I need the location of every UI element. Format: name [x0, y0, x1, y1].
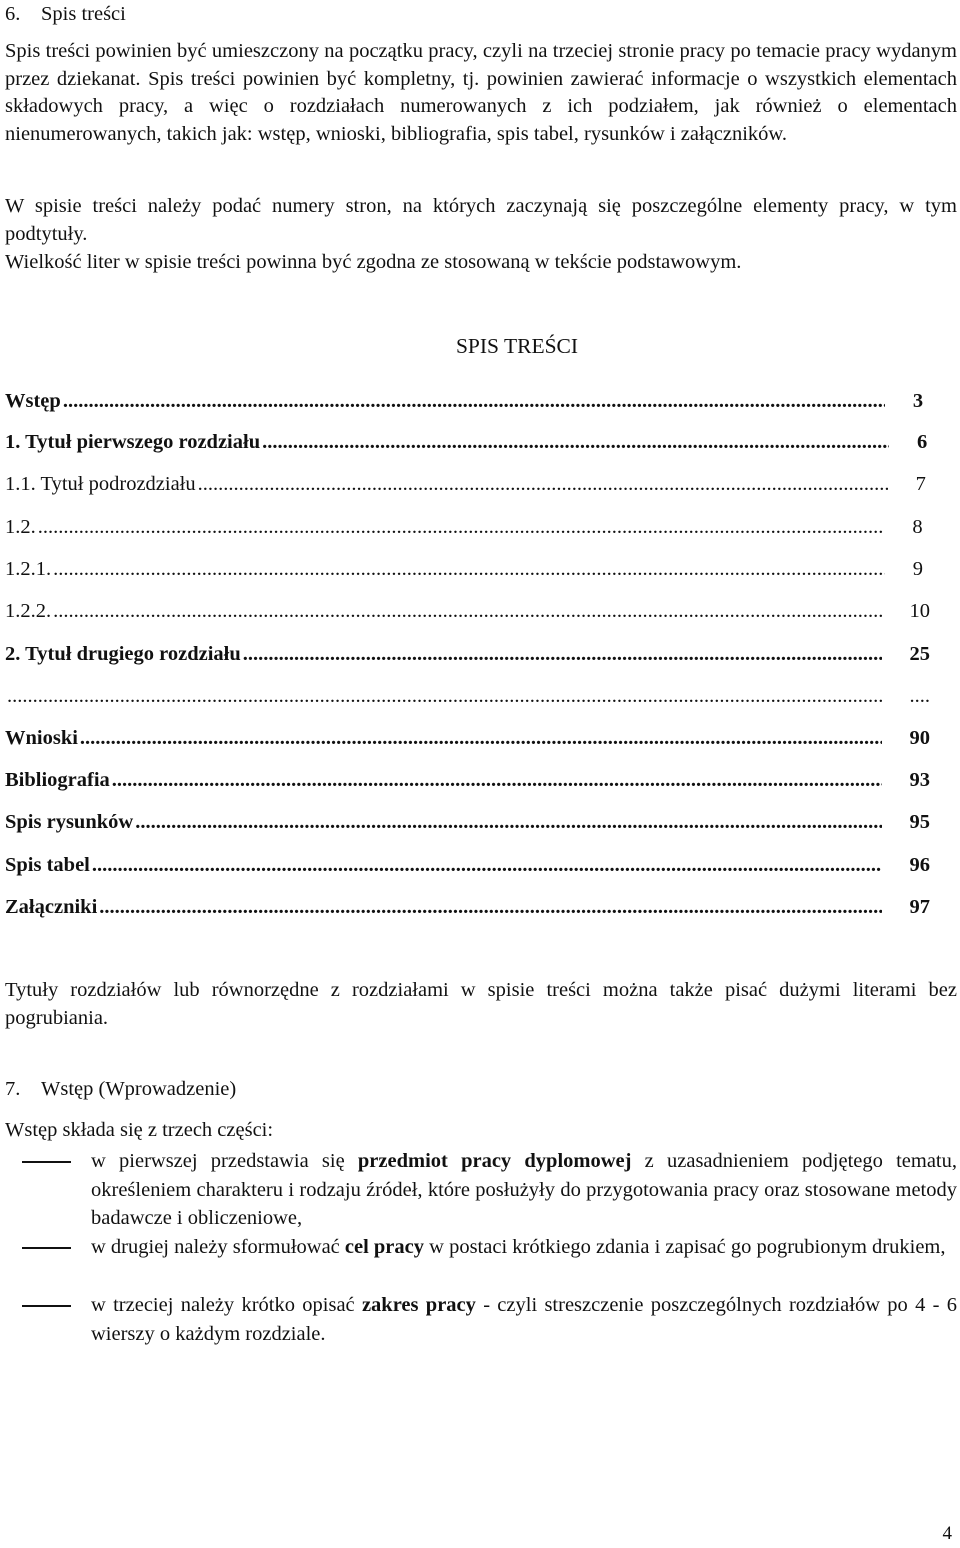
toc-entry-label: 2. Tytuł drugiego rozdziału — [5, 643, 241, 665]
bullet-text — [91, 1233, 957, 1262]
toc-entry-page: 95 — [909, 811, 930, 833]
toc-entry-label: 1.2.1. — [5, 558, 52, 580]
toc-entry-page: .... — [909, 685, 930, 707]
toc-row — [5, 765, 930, 795]
toc-row — [5, 512, 930, 542]
dash-bullet-icon — [5, 1233, 91, 1262]
toc-entry-label: 1.2.2. — [5, 600, 52, 622]
toc-entry-label: 1.2. — [5, 516, 36, 538]
toc-row — [5, 427, 930, 457]
bullet-text-plain: - czyli streszczenie poszczególnych rozdziałów po 4 - 6 wierszy o każdym rozdziale. — [91, 1294, 958, 1345]
bullet-text-plain: w postaci krótkiego zdania i zapisać go pogrubionym drukiem, — [424, 1236, 946, 1258]
section-number: 7. — [5, 1078, 21, 1100]
toc-dot-leader — [63, 386, 885, 416]
toc-row — [5, 892, 930, 922]
toc-entry-page: 3 — [912, 390, 924, 412]
toc-dot-leader — [38, 512, 885, 542]
toc-dot-leader — [80, 723, 882, 753]
toc-dot-leader — [53, 554, 885, 584]
toc-entry-page: 10 — [909, 600, 930, 622]
bullet-text-plain: z uzasadnieniem podjętego tematu, określeniem charakteru i rodzaju źródeł, które posłużyły do przygotowania pracy oraz stosowane metody badawcze i obliczeniowe, — [91, 1150, 957, 1229]
bullet-item — [5, 1291, 957, 1348]
bullet-item — [5, 1233, 957, 1262]
toc-dot-leader — [112, 765, 882, 795]
intro-line: Wstęp składa się z trzech części: — [5, 1119, 274, 1141]
toc-row — [5, 681, 930, 711]
toc-dot-leader — [262, 427, 889, 457]
bullet-text — [91, 1291, 957, 1348]
toc-entry-label: Wstęp — [5, 390, 61, 412]
bullet-text-bold: zakres pracy — [361, 1294, 476, 1316]
toc-entry-label: Spis rysunków — [5, 811, 134, 833]
toc-page-numbers-paragraph: W spisie treści należy podać numery stron, na których zaczynają się poszczególne elementy pracy, w tym podtytuły. — [5, 195, 957, 245]
toc-entry-label: Wnioski — [5, 727, 78, 749]
toc-entry-page: 7 — [915, 473, 926, 495]
toc-dot-leader — [92, 850, 882, 880]
toc-dot-leader — [243, 639, 882, 669]
bullet-text-plain: w pierwszej przedstawia się — [91, 1150, 358, 1172]
section-6-heading — [5, 0, 126, 28]
toc-entry-page: 96 — [909, 854, 930, 876]
toc-entry-label: Spis tabel — [5, 854, 90, 876]
toc-entry-page: 9 — [912, 558, 923, 580]
toc-entry-label: Bibliografia — [5, 769, 110, 791]
section-7-heading — [5, 1075, 236, 1103]
toc-entry-label: Załączniki — [5, 896, 98, 918]
toc-description-paragraph: Spis treści powinien być umieszczony na początku pracy, czyli na trzeciej stronie pracy po temacie pracy wydanym przez dziekanat. Spis treści powinien być kompletny, tj. powinien zawierać informacje o wszystkich elementach składowych pracy, a więc o rozdziałach numerowanych z ich podziałem, jak również o elementach nienumerowanych, takich jak: wstęp, wnioski, bibliografia, spis tabel, rysunków i załączników. — [5, 40, 957, 145]
dash-bullet-icon — [5, 1147, 91, 1233]
dash-bullet-icon — [5, 1291, 91, 1348]
toc-entry-page: 25 — [909, 643, 930, 665]
toc-row — [5, 639, 930, 669]
toc-row — [5, 386, 930, 416]
page-number: 4 — [942, 1523, 952, 1544]
toc-row — [5, 469, 930, 499]
toc-entry-label: 1.1. Tytuł podrozdziału — [5, 473, 196, 495]
toc-dot-leader — [7, 681, 882, 711]
bullet-text-bold: przedmiot pracy dyplomowej — [357, 1150, 632, 1172]
bullet-text-plain: w drugiej należy sformułować — [91, 1236, 345, 1258]
toc-row — [5, 554, 930, 584]
toc-entry-page: 8 — [912, 516, 923, 538]
toc-note-paragraph: Tytuły rozdziałów lub równorzędne z rozdziałami w spisie treści można także pisać dużymi literami bez pogrubiania. — [5, 979, 957, 1029]
section-number: 6. — [5, 3, 21, 25]
toc-entry-page: 97 — [909, 896, 930, 918]
toc-dot-leader — [135, 807, 881, 837]
bullet-text — [91, 1147, 957, 1233]
section-title: Wstęp (Wprowadzenie) — [41, 1078, 237, 1100]
toc-entry-page: 6 — [916, 431, 928, 453]
section-title: Spis treści — [41, 3, 126, 25]
toc-row — [5, 850, 930, 880]
toc-dot-leader — [53, 596, 881, 626]
bullet-item — [5, 1147, 957, 1233]
toc-row — [5, 723, 930, 753]
toc-dot-leader — [198, 469, 888, 499]
toc-title: SPIS TREŚCI — [455, 334, 579, 358]
toc-font-size-paragraph: Wielkość liter w spisie treści powinna być zgodna ze stosowaną w tekście podstawowym. — [5, 251, 742, 273]
toc-entry-page: 93 — [909, 769, 930, 791]
bullet-text-plain: w trzeciej należy krótko opisać — [91, 1294, 362, 1316]
toc-row — [5, 807, 930, 837]
toc-dot-leader — [99, 892, 881, 922]
toc-entry-page: 90 — [909, 727, 930, 749]
bullet-text-bold: cel pracy — [344, 1236, 425, 1258]
toc-row — [5, 596, 930, 626]
toc-entry-label: 1. Tytuł pierwszego rozdziału — [5, 431, 261, 453]
